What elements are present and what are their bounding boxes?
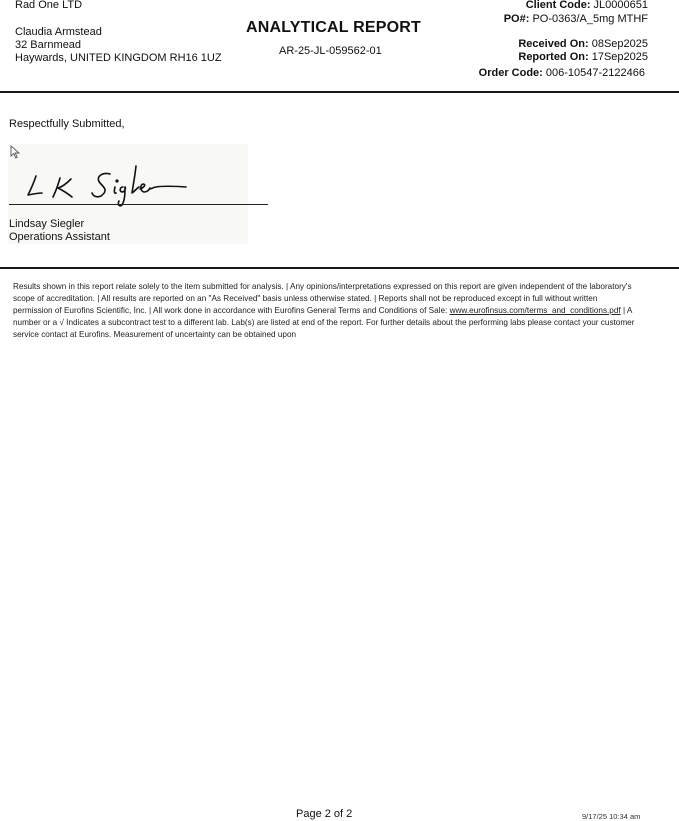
disclaimer-part1: Results shown in this report relate solely to the item submitted for analysis. | Any opinions/interpretations expressed on this report are given independent of the laboratory's scope of accreditation. | All results are reported on an "As Received" basis unless otherwise stated. | Reports shall not be reproduced except in full without written permission of Eurofins Scientific, Inc. | All work done in accordance with Eurofins General Terms and Conditions of Sale:	[13, 282, 632, 315]
disclaimer-divider	[0, 267, 679, 269]
po-row	[504, 13, 648, 25]
terms-link[interactable]: www.eurofinsus.com/terms_and_conditions.pdf	[449, 306, 621, 315]
signature-line	[9, 204, 268, 205]
received-label: Received On:	[518, 38, 589, 50]
client-address-line1: 32 Barnmead	[15, 39, 82, 51]
report-title: ANALYTICAL REPORT	[246, 19, 421, 36]
client-code-row	[526, 0, 648, 11]
cursor-arrow-icon	[10, 145, 24, 161]
client-code-label: Client Code:	[525, 0, 591, 11]
client-contact: Claudia Armstead	[15, 26, 102, 38]
reported-row	[518, 51, 648, 63]
submitted-text: Respectfully Submitted,	[9, 118, 125, 130]
print-timestamp: 9/17/25 10:34 am	[582, 812, 641, 821]
order-label: Order Code:	[478, 67, 543, 79]
client-company: Rad One LTD	[15, 0, 83, 11]
po-label: PO#:	[503, 13, 530, 25]
report-number: AR-25-JL-059562-01	[279, 45, 382, 57]
po-value: PO-0363/A_5mg MTHF	[532, 13, 648, 25]
disclaimer-text	[13, 281, 638, 341]
signer-name: Lindsay Siegler	[9, 218, 85, 230]
disclaimer-part2: | A number or a √ Indicates a subcontract test to a different lab. Lab(s) are listed at end of the report. For further details about the performing labs please contact your customer service contact at Eurofins. Measurement of uncertainty can be obtained upon	[13, 306, 635, 339]
received-row	[518, 38, 648, 50]
header-divider	[0, 91, 679, 93]
received-value: 08Sep2025	[591, 38, 648, 50]
reported-value: 17Sep2025	[591, 51, 648, 63]
order-value: 006-10547-2122466	[545, 67, 645, 79]
page-number: Page 2 of 2	[296, 808, 353, 820]
client-address-line2: Haywards, UNITED KINGDOM RH16 1UZ	[15, 52, 222, 64]
reported-label: Reported On:	[518, 51, 589, 63]
signer-title: Operations Assistant	[9, 231, 110, 243]
client-code-value: JL0000651	[593, 0, 648, 11]
order-row	[479, 67, 645, 79]
